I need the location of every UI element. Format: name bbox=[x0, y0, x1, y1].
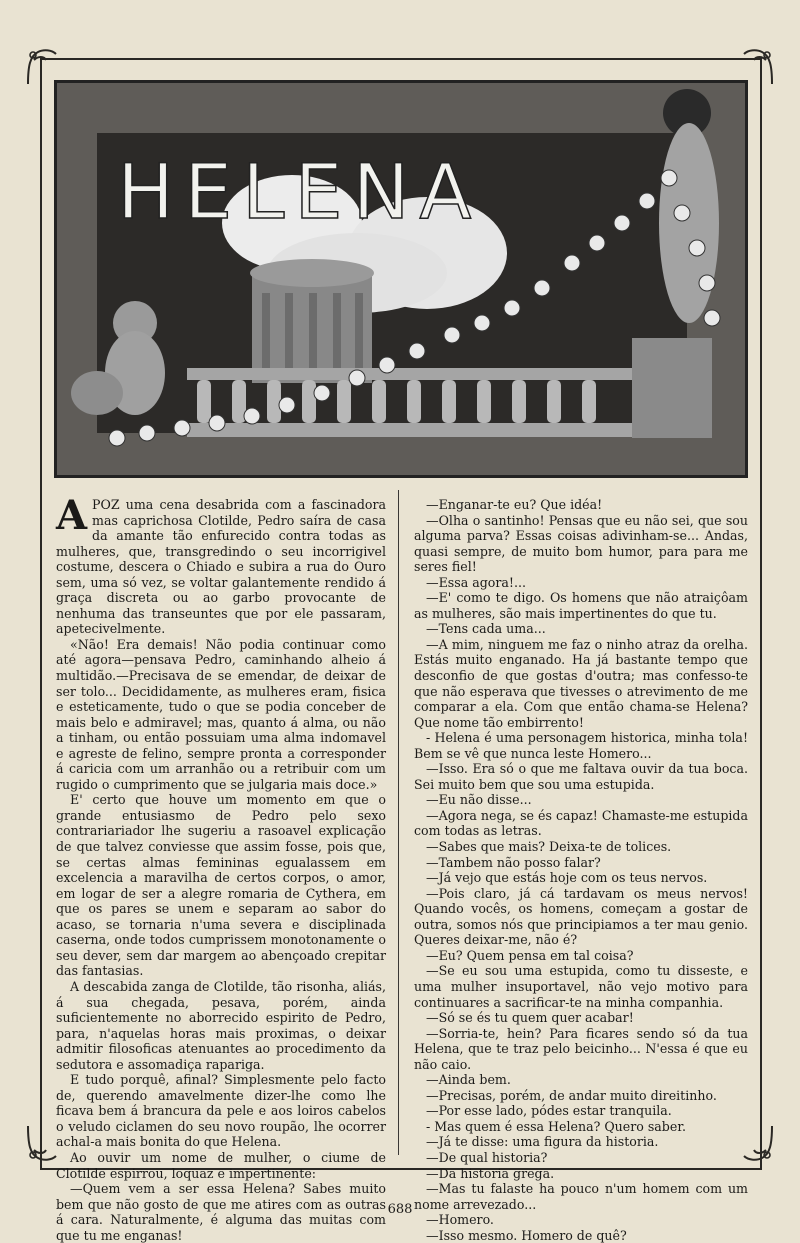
illustration-title: HELENA bbox=[117, 147, 482, 236]
paragraph: —Quem vem a ser essa Helena? Sabes muito bem que não gosto de que me atires com as outras á cara. Naturalmente, é alguma das muitas com que tu me enganas! bbox=[56, 1181, 386, 1243]
dialogue-line: —Isso mesmo. Homero de quê? bbox=[426, 1227, 627, 1243]
paragraph: E tudo porquê, afinal? Simplesmente pelo facto de, querendo amavelmente dizer-lhe como lhe ficava bem á brancura da pele e aos loiros cabelos o veludo ciclamen do seu novo roupão, lhe ocorrer achal-a mais bonita do que Helena. bbox=[56, 1072, 386, 1150]
article-column-right bbox=[414, 497, 748, 1243]
dialogue-line: —Essa agora!... bbox=[426, 574, 526, 590]
dialogue-line: —Olha o santinho! Pensas que eu não sei, que sou alguma parva? Essas coisas adivinham-se... Andas, quasi sempre, de muito bom humor, para para me seres fiel! bbox=[414, 512, 748, 575]
dialogue-line: —Sabes que mais? Deixa-te de tolices. bbox=[426, 839, 672, 855]
dialogue-line: —Isso. Era só o que me faltava ouvir da tua boca. Sei muito bem que sou uma estupida. bbox=[414, 761, 748, 792]
dialogue-line: —Sorria-te, hein? Para ficares sendo só da tua Helena, que te traz pelo beicinho... N'essa é que eu não caio. bbox=[414, 1025, 748, 1072]
dialogue-line: —Eu? Quem pensa em tal coisa? bbox=[426, 947, 634, 963]
dialogue-line: —Ainda bem. bbox=[426, 1072, 511, 1088]
dialogue-line: —Mas tu falaste ha pouco n'um homem com um nome arrevezado... bbox=[414, 1181, 748, 1212]
dialogue-line: —Tens cada uma... bbox=[426, 621, 546, 637]
dialogue-line: —Se eu sou uma estupida, como tu disseste, e uma mulher insuportavel, não vejo motivo para continuares a sacrificar-te na minha companhia. bbox=[414, 963, 748, 1010]
dialogue-line: —Tambem não posso falar? bbox=[426, 854, 601, 870]
article-column-left bbox=[56, 492, 386, 1243]
dialogue-line: - Mas quem é essa Helena? Quero saber. bbox=[426, 1118, 686, 1134]
dialogue-line: —Já vejo que estás hoje com os teus nervos. bbox=[426, 870, 708, 886]
paragraph: Ao ouvir um nome de mulher, o ciume de Clotilde espirrou, loquaz e impertinente: bbox=[56, 1149, 386, 1181]
dropcap: A bbox=[56, 492, 88, 539]
dialogue-line: —De qual historia? bbox=[426, 1149, 548, 1165]
column-divider bbox=[398, 490, 399, 1155]
dialogue-line: —Precisas, porém, de andar muito direitinho. bbox=[426, 1087, 717, 1103]
dialogue-line: —Homero. bbox=[426, 1212, 494, 1228]
paragraph: APOZ uma cena desabrida com a fascinadora mas caprichosa Clotilde, Pedro saíra de casa da amante tão enfurecido contra todas as mulheres, que, transgredindo o seu incorrigivel costume, descera o Chiado e subira a rua do Ouro sem, uma só vez, se voltar galantemente rendido á graça discreta ou ao garbo provocante de nenhuma das transeuntes que por ele passaram, apetecivelmente. bbox=[56, 492, 386, 637]
dialogue-line: - Helena é uma personagem historica, minha tola! Bem se vê que nunca leste Homero... bbox=[414, 730, 748, 761]
paragraph: E' certo que houve um momento em que o grande entusiasmo de Pedro pelo sexo contrariariador lhe sugeriu a rasoavel explicação de que talvez conviesse que assim fosse, pois que, se certas almas femininas egualassem em excelencia a maravilha de certos corpos, o amor, em logar de ser a alegre romaria de Cythera, em que os pares se unem e separam ao sabor do acaso, se tornaria n'uma severa e disciplinada caserna, onde todos cumprissem monotonamente o seu dever, sem dar margem ao abençoado crepitar das fantasias. bbox=[56, 792, 386, 979]
dialogue-line: —Agora nega, se és capaz! Chamaste-me estupida com todas as letras. bbox=[414, 807, 748, 839]
dialogue-line: —A mim, ninguem me faz o ninho atraz da orelha. Estás muito enganado. Ha já bastante tempo que desconfio de que gostas d'outra; mas confesso-te que não esperava que tivesses o atrevimento de me comparar a ela. Com que então chama-se Helena? Que nome tão embirrento! bbox=[414, 636, 748, 730]
dialogue-line: —Já te disse: uma figura da historia. bbox=[426, 1134, 659, 1150]
page-number: 688 bbox=[387, 1202, 413, 1217]
dialogue-line: —Da historia grega. bbox=[426, 1165, 555, 1181]
paragraph: A descabida zanga de Clotilde, tão risonha, aliás, á sua chegada, pesava, porém, ainda suficientemente no aborrecido espirito de Pedro, para, n'aquelas horas mais proximas, o deixar admitir filosoficas atenuantes ao procedimento da sedutora e assomadiça rapariga. bbox=[56, 978, 386, 1072]
dialogue-line: —Pois claro, já cá tardavam os meus nervos! Quando vocês, os homens, começam a gostar de outra, somos nós que principiamos a ter mau genio. Queres deixar-me, não é? bbox=[414, 885, 748, 948]
paragraph: «Não! Era demais! Não podia continuar como até agora—pensava Pedro, caminhando alheio á multidão.—Precisava de se emendar, de deixar de ser tolo... Decididamente, as mulheres eram, fisica e esteticamente, tudo o que se podia conceber de mais belo e admiravel; mas, quanto á alma, ou não a tinham, ou então possuiam uma alma indomavel e agreste de felino, sempre pronta a corresponder á caricia com um arranhão ou a retribuir com um rugido o cumprimento que se julgaria mais doce.» bbox=[56, 636, 386, 792]
dialogue-line: —Por esse lado, pódes estar tranquila. bbox=[426, 1103, 672, 1119]
dialogue-line: —Enganar-te eu? Que idéa! bbox=[426, 497, 603, 512]
header-illustration bbox=[54, 80, 748, 478]
dialogue-line: —E' como te digo. Os homens que não atraiçôam as mulheres, são mais impertinentes do que tu. bbox=[414, 590, 748, 621]
dialogue-line: —Só se és tu quem quer acabar! bbox=[426, 1010, 634, 1026]
dialogue-line: —Eu não disse... bbox=[426, 792, 532, 808]
